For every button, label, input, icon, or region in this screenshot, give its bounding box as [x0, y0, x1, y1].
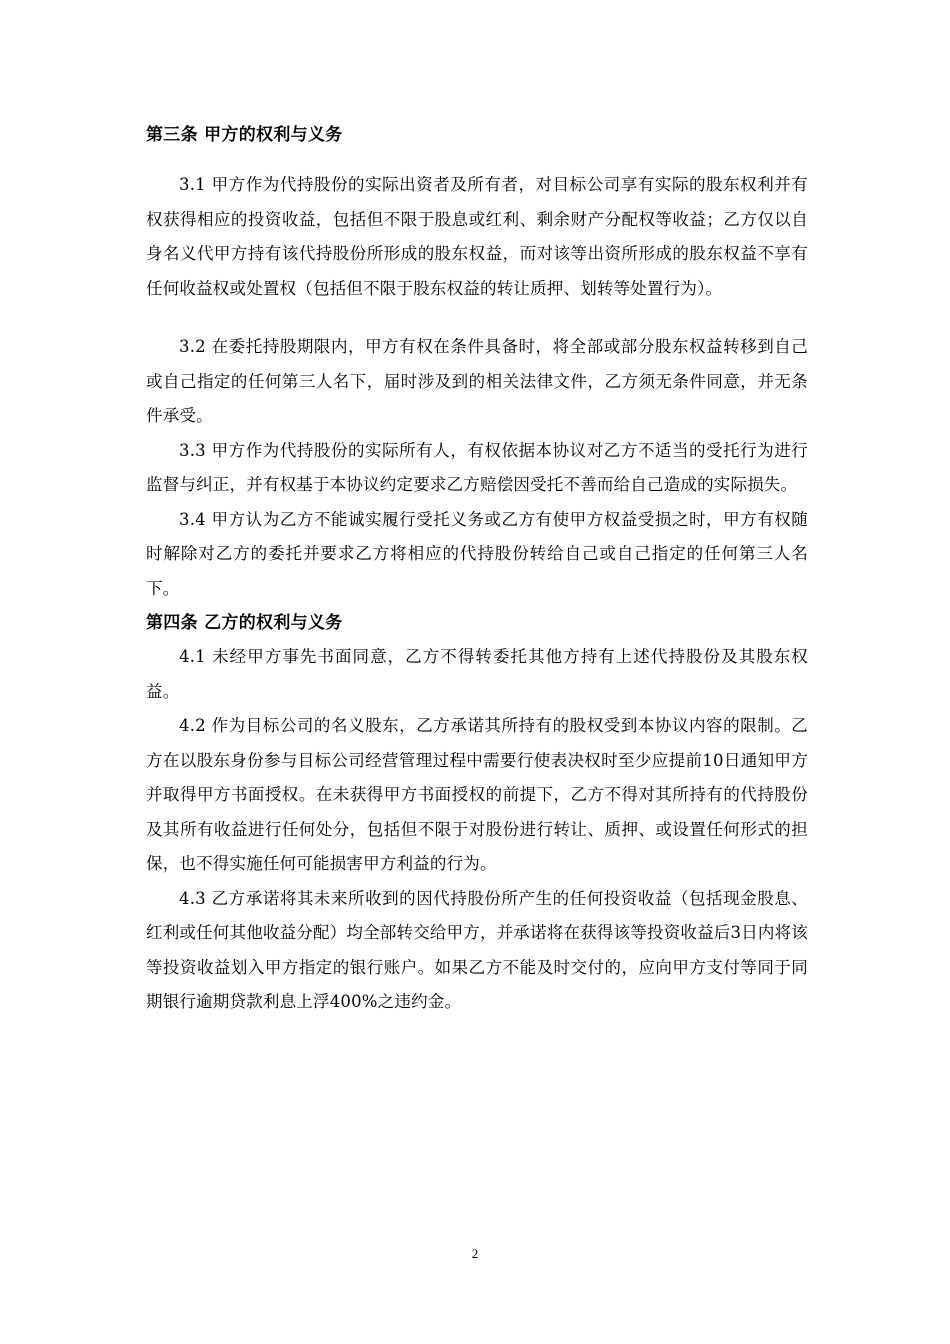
section-heading-article-3: 第三条 甲方的权利与义务	[146, 125, 343, 145]
paragraph-4-3: 4.3 乙方承诺将其未来所收到的因代持股份所产生的任何投资收益（包括现金股息、红利或任何其他收益分配）均全部转交给甲方，并承诺将在获得该等投资收益后3日内将该等投资收益划入甲方指定的银行账户。如果乙方不能及时交付的，应向甲方支付等同于同期银行逾期贷款利息上浮400%之违约金。	[146, 888, 808, 1011]
paragraph-3-4: 3.4 甲方认为乙方不能诚实履行受托义务或乙方有使甲方权益受损之时，甲方有权随时解除对乙方的委托并要求乙方将相应的代持股份转给自己或自己指定的任何第三人名下。	[146, 509, 808, 598]
paragraph-4-1: 4.1 未经甲方事先书面同意，乙方不得转委托其他方持有上述代持股份及其股东权益。	[146, 647, 808, 701]
paragraph-3-3: 3.3 甲方作为代持股份的实际所有人，有权依据本协议对乙方不适当的受托行为进行监督与纠正，并有权基于本协议约定要求乙方赔偿因受托不善而给自己造成的实际损失。	[146, 440, 808, 494]
paragraph-4-2: 4.2 作为目标公司的名义股东，乙方承诺其所持有的股权受到本协议内容的限制。乙方在以股东身份参与目标公司经营管理过程中需要行使表决权时至少应提前10日通知甲方并取得甲方书面授权。在未获得甲方书面授权的前提下，乙方不得对其所持有的代持股份及其所有收益进行任何处分，包括但不限于对股份进行转让、质押、或设置任何形式的担保，也不得实施任何可能损害甲方利益的行为。	[146, 716, 808, 873]
document-body	[146, 118, 808, 1020]
page-number: 2	[471, 1246, 479, 1261]
paragraph-3-1: 3.1 甲方作为代持股份的实际出资者及所有者，对目标公司享有实际的股东权利并有权获得相应的投资收益，包括但不限于股息或红利、剩余财产分配权等收益；乙方仅以自身名义代甲方持有该代持股份所形成的股东权益，而对该等出资所形成的股东权益不享有任何收益权或处置权（包括但不限于股东权益的转让质押、划转等处置行为）。	[146, 175, 808, 298]
section-heading-article-4: 第四条 乙方的权利与义务	[146, 613, 343, 633]
paragraph-3-2: 3.2 在委托持股期限内，甲方有权在条件具备时，将全部或部分股东权益转移到自己或自己指定的任何第三人名下，届时涉及到的相关法律文件，乙方须无条件同意，并无条件承受。	[146, 337, 808, 425]
